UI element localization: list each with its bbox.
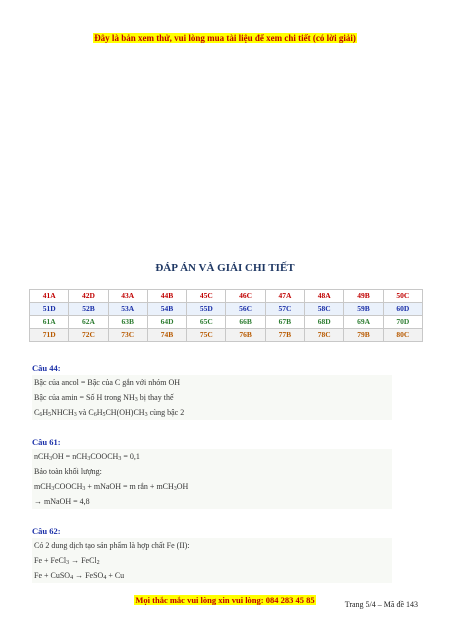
page-title: ĐÁP ÁN VÀ GIẢI CHI TIẾT (155, 262, 295, 274)
answer-cell: 69A (344, 316, 383, 329)
page-footer: Trang 5/4 – Mã đề 143 (344, 600, 418, 609)
answer-cell: 49B (344, 290, 383, 303)
answer-cell: 75C (187, 329, 226, 342)
q44-line-3: $C_6H_5NHCH_3$ và $C_6H_5CH(OH)CH_3$ cùng bậc 2 (32, 405, 392, 420)
question-61-heading: Câu 61: (32, 437, 61, 447)
answer-cell: 63B (108, 316, 147, 329)
answer-cell: 71D (30, 329, 69, 342)
answer-row (30, 303, 423, 316)
answer-cell: 78C (305, 329, 344, 342)
answer-cell: 51D (30, 303, 69, 316)
answer-row (30, 290, 423, 303)
answer-cell: 77B (265, 329, 304, 342)
answer-cell: 47A (265, 290, 304, 303)
question-62-heading: Câu 62: (32, 526, 61, 536)
preview-notice-text: Đây là bản xem thử, vui lòng mua tài liệu để xem chi tiết (có lời giải) (94, 33, 356, 43)
answer-cell: 73C (108, 329, 147, 342)
answer-cell: 76B (226, 329, 265, 342)
answer-cell: 43A (108, 290, 147, 303)
contact-text: Mọi thắc mắc vui lòng xin vui lòng: 084 283 45 85 (135, 595, 315, 605)
answer-cell: 44B (147, 290, 186, 303)
answer-cell: 41A (30, 290, 69, 303)
preview-notice-banner (0, 28, 450, 46)
answer-cell: 58C (305, 303, 344, 316)
question-61-solution (32, 435, 392, 509)
answer-cell: 42D (69, 290, 108, 303)
q61-line-2: Bảo toàn khối lượng: (32, 464, 392, 479)
answer-cell: 53A (108, 303, 147, 316)
answer-cell: 48A (305, 290, 344, 303)
answer-cell: 45C (187, 290, 226, 303)
answer-cell: 57C (265, 303, 304, 316)
answer-cell: 68D (305, 316, 344, 329)
answer-cell: 80C (383, 329, 422, 342)
answer-cell: 72C (69, 329, 108, 342)
answer-row (30, 316, 423, 329)
answer-cell: 65C (187, 316, 226, 329)
question-62-solution (32, 524, 392, 583)
answer-cell: 56C (226, 303, 265, 316)
q44-line-2: Bậc của amin = Số H trong $NH_3$ bị thay thế (32, 390, 392, 405)
answer-cell: 52B (69, 303, 108, 316)
q61-line-1: $nCH_3OH = nCH_3COOCH_3 = 0,1$ (32, 449, 392, 464)
answer-cell: 79B (344, 329, 383, 342)
q44-line-1: Bậc của ancol = Bậc của C gắn với nhóm OH (32, 375, 392, 390)
q61-line-3: $mCH_3COOCH_3$ + mNaOH = m rắn + mCH$_3$OH (32, 479, 392, 494)
answer-cell: 61A (30, 316, 69, 329)
answer-cell: 50C (383, 290, 422, 303)
question-44-heading: Câu 44: (32, 363, 61, 373)
q61-line-4: → mNaOH = 4,8 (32, 494, 392, 509)
answer-cell: 55D (187, 303, 226, 316)
answer-cell: 66B (226, 316, 265, 329)
q62-line-3: Fe + CuSO$_4$ → FeSO$_4$ + Cu (32, 568, 392, 583)
answer-cell: 54B (147, 303, 186, 316)
q62-line-1: Có 2 dung dịch tạo sản phẩm là hợp chất Fe (II): (32, 538, 392, 553)
answer-key-table (29, 289, 423, 342)
question-44-solution (32, 361, 392, 420)
answer-row (30, 329, 423, 342)
answer-cell: 74B (147, 329, 186, 342)
answer-cell: 60D (383, 303, 422, 316)
answer-cell: 59B (344, 303, 383, 316)
answer-cell: 46C (226, 290, 265, 303)
answer-cell: 67B (265, 316, 304, 329)
answer-cell: 62A (69, 316, 108, 329)
answer-cell: 70D (383, 316, 422, 329)
q62-line-2: Fe + FeCl$_3$ → FeCl$_2$ (32, 553, 392, 568)
answer-cell: 64D (147, 316, 186, 329)
